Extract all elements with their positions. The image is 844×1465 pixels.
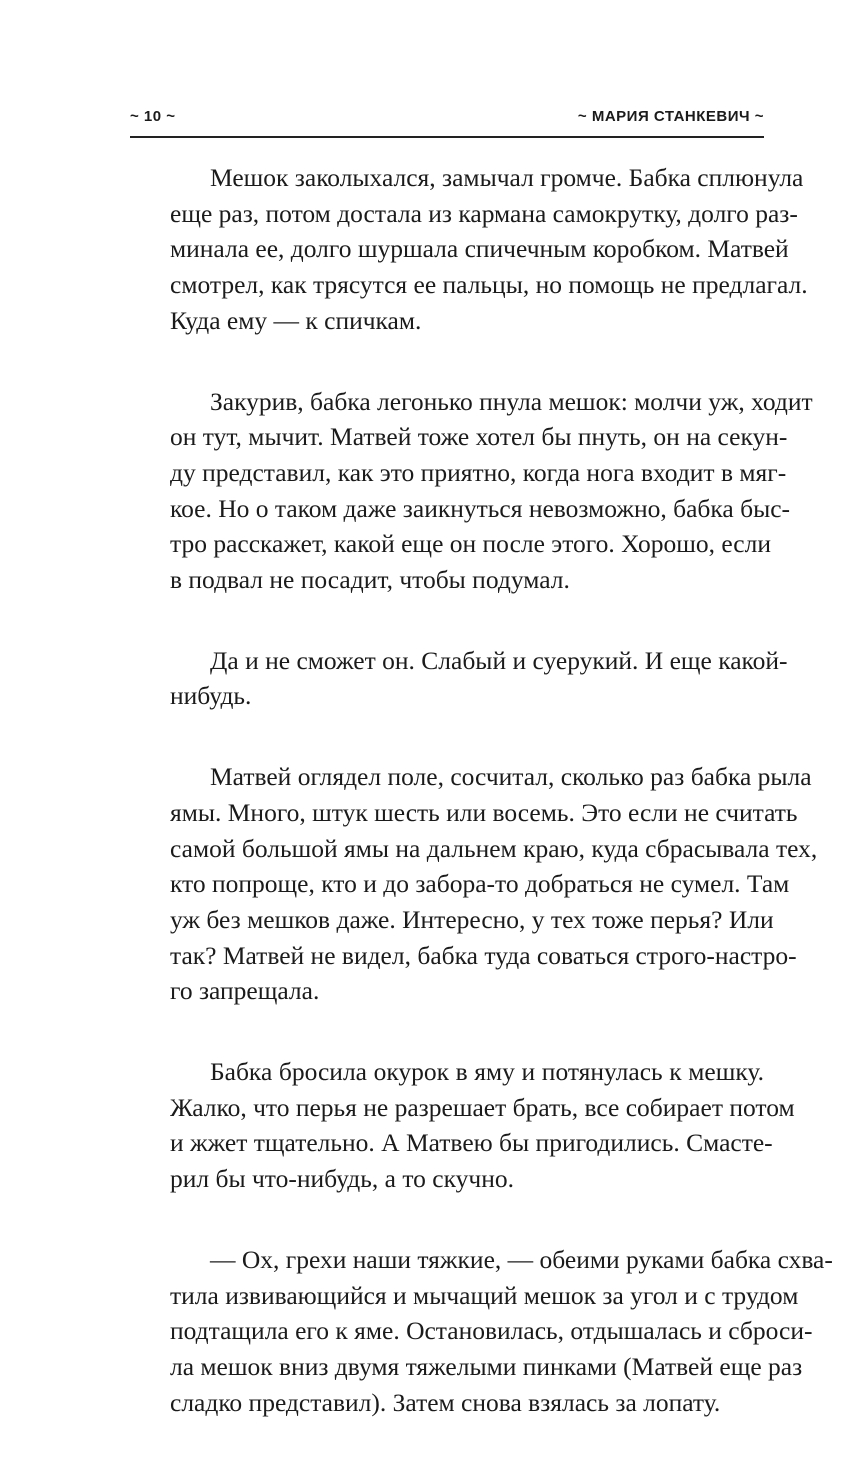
text-line: тро расскажет, какой еще он после этого. Хорошо, если (170, 529, 771, 559)
text-line: Матвей оглядел поле, сосчитал, сколько раз бабка рыла (210, 762, 812, 792)
text-line: смотрел, как трясутся ее пальцы, но помощь не предлагал. (170, 270, 808, 300)
text-line: Куда ему — к спичкам. (170, 305, 422, 335)
paragraph (130, 1054, 795, 1197)
text-line: — Ох, грехи наши тяжкие, — обеими руками бабка схва- (210, 1244, 833, 1274)
text-line: Жалко, что перья не разрешает брать, все собирает потом (170, 1092, 795, 1122)
text-line: Мешок заколыхался, замычал громче. Бабка сплюнула (210, 163, 804, 192)
body-text (130, 160, 833, 1465)
paragraph (130, 759, 818, 1009)
text-line: ямы. Много, штук шесть или восемь. Это если не считать (170, 797, 798, 827)
text-line: рил бы что-нибудь, а то скучно. (170, 1164, 514, 1194)
paragraph (130, 384, 813, 598)
text-line: и жжет тщательно. А Матвею бы пригодились. Смасте- (170, 1128, 773, 1158)
text-line: подтащила его к яме. Остановилась, отдышалась и сброси- (170, 1316, 813, 1346)
text-line: еще раз, потом достала из кармана самокрутку, долго раз- (170, 198, 798, 228)
running-header (130, 100, 764, 138)
paragraph (130, 160, 808, 339)
text-line: Бабка бросила окурок в яму и потянулась к мешку. (210, 1057, 764, 1087)
paragraph (130, 643, 788, 714)
paragraph (130, 1242, 833, 1421)
text-line: тила извивающийся и мычащий мешок за угол и с трудом (170, 1280, 799, 1310)
page-number: ~ 10 ~ (130, 108, 176, 125)
text-line: ла мешок вниз двумя тяжелыми пинками (Матвей еще раз (170, 1351, 803, 1381)
text-line: кое. Но о таком даже заикнуться невозможно, бабка быс- (170, 493, 791, 523)
text-line: Да и не сможет он. Слабый и суерукий. И еще какой- (210, 645, 788, 675)
text-line: ду представил, как это приятно, когда нога входит в мяг- (170, 457, 787, 487)
text-line: нибудь. (170, 681, 252, 711)
text-line: он тут, мычит. Матвей тоже хотел бы пнуть, он на секун- (170, 422, 788, 452)
text-line: минала ее, долго шуршала спичечным коробком. Матвей (170, 234, 789, 264)
text-line: в подвал не посадит, чтобы подумал. (170, 565, 570, 595)
text-line: самой большой ямы на дальнем краю, куда сбрасывала тех, (170, 833, 818, 863)
text-line: кто попроще, кто и до забора-то добраться не сумел. Там (170, 869, 790, 899)
text-line: так? Матвей не видел, бабка туда соваться строго-настро- (170, 940, 797, 970)
text-line: сладко представил). Затем снова взялась за лопату. (170, 1387, 721, 1417)
text-line: Закурив, бабка легонько пнула мешок: молчи уж, ходит (210, 386, 813, 416)
author-running-title: ~ МАРИЯ СТАНКЕВИЧ ~ (577, 108, 764, 125)
text-line: го запрещала. (170, 976, 320, 1006)
text-line: уж без мешков даже. Интересно, у тех тоже перья? Или (170, 904, 774, 934)
